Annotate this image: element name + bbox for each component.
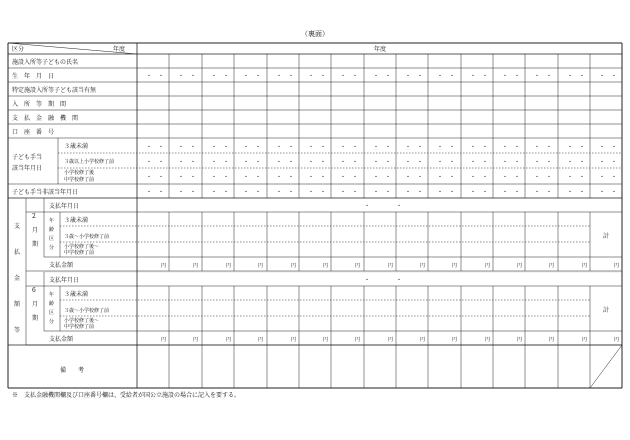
date-separator-dot: ・ (579, 159, 586, 166)
date-separator-dot: ・ (405, 189, 412, 196)
age-after-primary-label1: 小学校修了後 (64, 170, 95, 176)
row-admission-period: 入 所 等 期 間 (12, 101, 67, 108)
date-separator-dot: ・ (158, 73, 165, 80)
date-separator-dot: ・ (276, 159, 283, 166)
date-separator-dot: ・ (373, 73, 380, 80)
page-title: （裏面） (301, 30, 329, 38)
yen-label: 円 (192, 263, 198, 269)
date-separator-dot: ・ (178, 144, 185, 151)
yen-label: 円 (581, 263, 587, 269)
date-separator-dot: ・ (320, 159, 327, 166)
nenrei-char: 齢 (49, 301, 55, 307)
date-separator-dot: ・ (599, 174, 606, 181)
feb-period-pay-date: 支払年月日 (49, 203, 80, 210)
date-separator-dot: ・ (417, 189, 424, 196)
date-separator-dot: ・ (340, 73, 347, 80)
date-separator-dot: ・ (567, 73, 574, 80)
date-separator-dot: ・ (611, 144, 618, 151)
yen-label: 円 (548, 337, 554, 343)
date-separator-dot: ・ (320, 189, 327, 196)
yen-label: 円 (290, 263, 296, 269)
yen-label: 円 (484, 263, 490, 269)
yen-label: 円 (354, 337, 360, 343)
date-separator-dot: ・ (385, 73, 392, 80)
date-separator-dot: ・ (158, 189, 165, 196)
nenrei-char: 区 (49, 310, 55, 316)
jun-period-age-under3: ３歳未満 (64, 291, 89, 298)
yen-label: 円 (354, 263, 360, 269)
date-separator-dot: ・ (417, 174, 424, 181)
nenrei-char: 分 (49, 319, 55, 325)
date-separator-dot: ・ (223, 73, 230, 80)
remarks-label: 備 考 (59, 367, 85, 374)
yen-label: 円 (581, 337, 587, 343)
date-separator-dot: ・ (373, 144, 380, 151)
date-separator-dot: ・ (567, 159, 574, 166)
row-child-name: 施設入所等子どもの氏名 (12, 59, 79, 66)
date-separator-dot: ・ (288, 159, 295, 166)
date-separator-dot: ・ (482, 159, 489, 166)
date-separator-dot: ・ (396, 203, 403, 210)
remarks-diagonal (590, 345, 622, 388)
date-separator-dot: ・ (405, 174, 412, 181)
date-separator-dot: ・ (276, 144, 283, 151)
yen-label: 円 (451, 263, 457, 269)
feb-period-total: 計 (602, 233, 610, 240)
date-separator-dot: ・ (146, 144, 153, 151)
yen-label: 円 (419, 263, 425, 269)
date-separator-dot: ・ (178, 159, 185, 166)
jun-period-age-after-1: 小学校修了後～ (64, 318, 100, 324)
yen-label: 円 (257, 263, 263, 269)
date-separator-dot: ・ (502, 159, 509, 166)
date-separator-dot: ・ (534, 73, 541, 80)
feb-period-age-after-1: 小学校修了後～ (64, 244, 100, 250)
date-separator-dot: ・ (470, 159, 477, 166)
date-separator-dot: ・ (611, 189, 618, 196)
nenrei-char: 年 (49, 218, 55, 224)
allowance-label-line2: 該当年月日 (12, 165, 43, 172)
date-separator-dot: ・ (417, 144, 424, 151)
date-separator-dot: ・ (405, 73, 412, 80)
date-separator-dot: ・ (437, 73, 444, 80)
date-separator-dot: ・ (190, 159, 197, 166)
date-separator-dot: ・ (579, 144, 586, 151)
date-separator-dot: ・ (534, 144, 541, 151)
date-separator-dot: ・ (546, 73, 553, 80)
date-separator-dot: ・ (320, 144, 327, 151)
date-separator-dot: ・ (255, 73, 262, 80)
feb-period-age-under3: ３歳未満 (64, 217, 89, 224)
date-separator-dot: ・ (599, 144, 606, 151)
date-separator-dot: ・ (276, 174, 283, 181)
date-separator-dot: ・ (385, 144, 392, 151)
feb-period-age-3-to-primary-end: ３歳～小学校修了前 (64, 234, 110, 240)
date-separator-dot: ・ (211, 174, 218, 181)
date-separator-dot: ・ (352, 159, 359, 166)
date-separator-dot: ・ (396, 277, 403, 284)
date-separator-dot: ・ (449, 73, 456, 80)
date-separator-dot: ・ (243, 189, 250, 196)
date-separator-dot: ・ (611, 174, 618, 181)
date-separator-dot: ・ (546, 174, 553, 181)
yen-label: 円 (257, 337, 263, 343)
yen-label: 円 (548, 263, 554, 269)
feb-period-char: 期 (32, 241, 39, 248)
date-separator-dot: ・ (514, 159, 521, 166)
date-separator-dot: ・ (482, 144, 489, 151)
date-separator-dot: ・ (482, 174, 489, 181)
date-separator-dot: ・ (352, 174, 359, 181)
date-separator-dot: ・ (470, 174, 477, 181)
jun-period-pay-date: 支払年月日 (49, 277, 80, 284)
feb-period-pay-amount: 支払金額 (49, 262, 74, 269)
jun-period-age-3-to-primary-end: ３歳～小学校修了前 (64, 308, 110, 314)
date-separator-dot: ・ (340, 144, 347, 151)
date-separator-dot: ・ (546, 144, 553, 151)
yen-label: 円 (322, 263, 328, 269)
date-separator-dot: ・ (470, 73, 477, 80)
date-separator-dot: ・ (502, 144, 509, 151)
payment-label-char: 支 (14, 223, 21, 230)
date-separator-dot: ・ (288, 174, 295, 181)
date-separator-dot: ・ (255, 174, 262, 181)
date-separator-dot: ・ (288, 189, 295, 196)
date-separator-dot: ・ (534, 174, 541, 181)
date-separator-dot: ・ (514, 174, 521, 181)
date-separator-dot: ・ (514, 189, 521, 196)
feb-period-char: 月 (32, 227, 39, 234)
date-separator-dot: ・ (611, 73, 618, 80)
date-separator-dot: ・ (482, 189, 489, 196)
date-separator-dot: ・ (178, 73, 185, 80)
date-separator-dot: ・ (449, 189, 456, 196)
date-separator-dot: ・ (405, 159, 412, 166)
date-separator-dot: ・ (340, 174, 347, 181)
yen-label: 円 (225, 263, 231, 269)
date-separator-dot: ・ (470, 189, 477, 196)
payment-label-char: 等 (14, 327, 21, 334)
date-separator-dot: ・ (579, 174, 586, 181)
date-separator-dot: ・ (340, 159, 347, 166)
date-separator-dot: ・ (255, 159, 262, 166)
yen-label: 円 (290, 337, 296, 343)
jun-period-char: 期 (32, 315, 39, 322)
nenrei-char: 齢 (49, 227, 55, 233)
date-separator-dot: ・ (340, 189, 347, 196)
date-separator-dot: ・ (146, 159, 153, 166)
date-separator-dot: ・ (223, 159, 230, 166)
date-separator-dot: ・ (308, 159, 315, 166)
date-separator-dot: ・ (449, 159, 456, 166)
date-separator-dot: ・ (146, 174, 153, 181)
allowance-label-line1: 子ども手当 (12, 154, 43, 161)
date-separator-dot: ・ (288, 144, 295, 151)
date-separator-dot: ・ (437, 159, 444, 166)
date-separator-dot: ・ (502, 174, 509, 181)
date-separator-dot: ・ (178, 174, 185, 181)
date-separator-dot: ・ (417, 73, 424, 80)
date-separator-dot: ・ (320, 174, 327, 181)
row-special-facility: 特定施設入所等子ども該当有無 (12, 87, 97, 94)
header-kubun-label: 区分 (12, 46, 25, 53)
date-separator-dot: ・ (276, 73, 283, 80)
date-separator-dot: ・ (567, 144, 574, 151)
nenrei-char: 分 (49, 245, 55, 251)
date-separator-dot: ・ (567, 174, 574, 181)
yen-label: 円 (225, 337, 231, 343)
date-separator-dot: ・ (449, 174, 456, 181)
date-separator-dot: ・ (211, 73, 218, 80)
date-separator-dot: ・ (190, 73, 197, 80)
date-separator-dot: ・ (482, 73, 489, 80)
date-separator-dot: ・ (352, 144, 359, 151)
date-separator-dot: ・ (373, 189, 380, 196)
date-separator-dot: ・ (243, 73, 250, 80)
row-account-number: 口 座 番 号 (12, 129, 55, 136)
date-separator-dot: ・ (178, 189, 185, 196)
date-separator-dot: ・ (567, 189, 574, 196)
date-separator-dot: ・ (405, 144, 412, 151)
yen-label: 円 (516, 263, 522, 269)
date-separator-dot: ・ (546, 189, 553, 196)
jun-period-pay-amount: 支払金額 (49, 336, 74, 343)
date-separator-dot: ・ (579, 73, 586, 80)
date-separator-dot: ・ (223, 189, 230, 196)
jun-period-age-after-2: 中学校修了前 (64, 324, 95, 330)
date-separator-dot: ・ (385, 159, 392, 166)
payment-label-char: 額 (14, 301, 21, 308)
yen-label: 円 (419, 337, 425, 343)
yen-label: 円 (192, 337, 198, 343)
jun-period-total: 計 (602, 307, 610, 314)
date-separator-dot: ・ (364, 277, 371, 284)
date-separator-dot: ・ (223, 174, 230, 181)
date-separator-dot: ・ (211, 144, 218, 151)
date-separator-dot: ・ (599, 73, 606, 80)
date-separator-dot: ・ (255, 189, 262, 196)
date-separator-dot: ・ (437, 174, 444, 181)
date-separator-dot: ・ (514, 144, 521, 151)
header-nendo-main-label: 年度 (373, 46, 387, 53)
feb-period-char: 2 (32, 213, 36, 220)
date-separator-dot: ・ (308, 189, 315, 196)
date-separator-dot: ・ (158, 159, 165, 166)
date-separator-dot: ・ (373, 159, 380, 166)
date-separator-dot: ・ (190, 189, 197, 196)
payment-label-char: 金 (14, 275, 21, 282)
date-separator-dot: ・ (320, 73, 327, 80)
yen-label: 円 (160, 263, 166, 269)
yen-label: 円 (451, 337, 457, 343)
date-separator-dot: ・ (158, 144, 165, 151)
yen-label: 円 (387, 337, 393, 343)
date-separator-dot: ・ (364, 203, 371, 210)
feb-period-age-after-2: 中学校修了前 (64, 250, 95, 256)
date-separator-dot: ・ (546, 159, 553, 166)
date-separator-dot: ・ (534, 189, 541, 196)
yen-label: 円 (613, 263, 619, 269)
date-separator-dot: ・ (243, 144, 250, 151)
date-separator-dot: ・ (190, 174, 197, 181)
date-separator-dot: ・ (288, 73, 295, 80)
date-separator-dot: ・ (158, 174, 165, 181)
row-non-eligible-date: 子ども手当非該当年月日 (12, 189, 79, 196)
date-separator-dot: ・ (352, 73, 359, 80)
date-separator-dot: ・ (514, 73, 521, 80)
footnote: ※ 支払金融機関欄及び口座番号欄は、受給者が国公立施設の場合に記入を要する。 (12, 392, 241, 399)
row-birthdate: 生 年 月 日 (12, 73, 55, 80)
jun-period-char: 月 (32, 301, 39, 308)
yen-label: 円 (613, 337, 619, 343)
date-separator-dot: ・ (308, 174, 315, 181)
row-payment-institution: 支 払 金 融 機 関 (12, 115, 79, 122)
date-separator-dot: ・ (437, 144, 444, 151)
date-separator-dot: ・ (223, 144, 230, 151)
date-separator-dot: ・ (579, 189, 586, 196)
yen-label: 円 (484, 337, 490, 343)
date-separator-dot: ・ (502, 73, 509, 80)
date-separator-dot: ・ (352, 189, 359, 196)
age-under3-label: ３歳未満 (64, 143, 89, 150)
date-separator-dot: ・ (308, 73, 315, 80)
date-separator-dot: ・ (449, 144, 456, 151)
nenrei-char: 区 (49, 236, 55, 242)
date-separator-dot: ・ (599, 159, 606, 166)
date-separator-dot: ・ (437, 189, 444, 196)
date-separator-dot: ・ (385, 189, 392, 196)
date-separator-dot: ・ (146, 73, 153, 80)
date-separator-dot: ・ (502, 189, 509, 196)
date-separator-dot: ・ (385, 174, 392, 181)
date-separator-dot: ・ (599, 189, 606, 196)
date-separator-dot: ・ (470, 144, 477, 151)
payment-label-char: 払 (14, 249, 21, 256)
date-separator-dot: ・ (611, 159, 618, 166)
yen-label: 円 (160, 337, 166, 343)
age-3-to-primary-label: ３歳以上小学校修了前 (64, 159, 115, 165)
date-separator-dot: ・ (308, 144, 315, 151)
nenrei-char: 年 (49, 292, 55, 298)
date-separator-dot: ・ (146, 189, 153, 196)
date-separator-dot: ・ (243, 174, 250, 181)
date-separator-dot: ・ (417, 159, 424, 166)
yen-label: 円 (322, 337, 328, 343)
age-after-primary-label2: 中学校修了前 (64, 177, 95, 183)
date-separator-dot: ・ (211, 189, 218, 196)
header-nendo-label: 年度 (113, 46, 126, 53)
date-separator-dot: ・ (373, 174, 380, 181)
date-separator-dot: ・ (534, 159, 541, 166)
jun-period-char: 6 (32, 287, 36, 294)
yen-label: 円 (516, 337, 522, 343)
date-separator-dot: ・ (276, 189, 283, 196)
date-separator-dot: ・ (211, 159, 218, 166)
date-separator-dot: ・ (255, 144, 262, 151)
date-separator-dot: ・ (243, 159, 250, 166)
yen-label: 円 (387, 263, 393, 269)
date-separator-dot: ・ (190, 144, 197, 151)
